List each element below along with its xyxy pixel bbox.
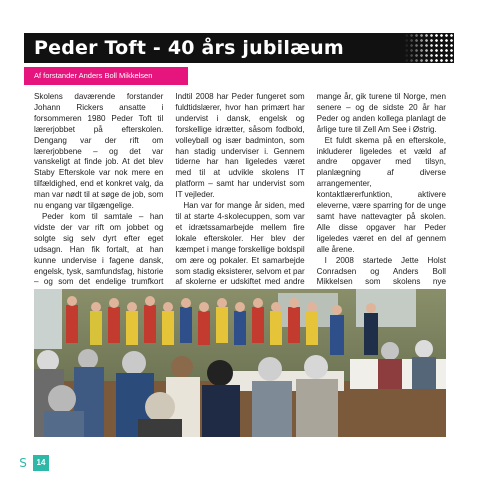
- paragraph: I 2008 startede Jette Holst Conradsen og Anders Boll Mikkelsen som skolens nye: [316, 255, 446, 287]
- text-column-2: [175, 92, 304, 286]
- article-body: [34, 92, 446, 286]
- page-number: 14: [33, 455, 49, 471]
- byline: Af forstander Anders Boll Mikkelsen: [24, 67, 188, 85]
- paragraph: Peder kom til samtale – han vidste der var rift om jobbet og solgte sig selv dyrt efter eget udsagn. Han fik fortalt, at han kunne undervise i fagene dansk, engelsk, tysk, samfundsfag, historie – og som det endelige trumfkort: [34, 211, 164, 287]
- group-photo-icon: [34, 289, 446, 437]
- paragraph: Indtil 2008 har Peder fungeret som fuldtidslærer, hvor han primært har undervist i dansk, engelsk og forskellige idrætter, såsom fodbold, volleyball og især badminton, som han stadig underviser i. Gennem tiderne har han ligeledes været med til at udvikle skolens IT platform – samt har undervist som IT vejleder.: [175, 92, 305, 200]
- article-title: Peder Toft - 40 års jubilæum: [24, 33, 454, 63]
- paragraph: Skolens daværende forstander Johann Rickers ansatte i forsommeren 1980 Peder Toft til lærerjobbet på efterskolen. Dengang var der rift om lærerjobbene – og det var vanskeligt at finde job. At det blev Staby Efterskole var nok mere en tilfældighed, end et konkret valg, da man var nødt til at søge de job, som nu engang var tilgængelige.: [34, 92, 164, 211]
- paragraph: Et fuldt skema på en efterskole, inkluderer ligeledes et væld af andre opgaver med tilsyn, planlægning af diverse arrangementer, kontaktlærerfunktion, aktivere eleverne, være sparring for de unge samt have nattevagter på skolen. Alle disse opgaver har Peder ligeledes været en del af gennem alle årene.: [316, 135, 446, 254]
- paragraph: Han var for mange år siden, med til at starte 4-skolecuppen, som var et idrætssamarbejde mellem fire lokale efterskoler. Her blev der kæmpet i mange forskellige boldspil om ære og pokaler. Et samarbejde som stadig eksisterer, selvom et par af skolerne er udskiftet med andre: [175, 201, 305, 287]
- halftone-dots-decoration: [404, 33, 456, 63]
- paragraph: mange år, gik turene til Norge, men senere – og de sidste 20 år har Peder og anden kollega planlagt de årlige ture til Zell Am See i Østrig.: [316, 92, 446, 134]
- text-column-3: [317, 92, 446, 286]
- text-column-1: [34, 92, 163, 286]
- section-letter: S: [19, 456, 27, 470]
